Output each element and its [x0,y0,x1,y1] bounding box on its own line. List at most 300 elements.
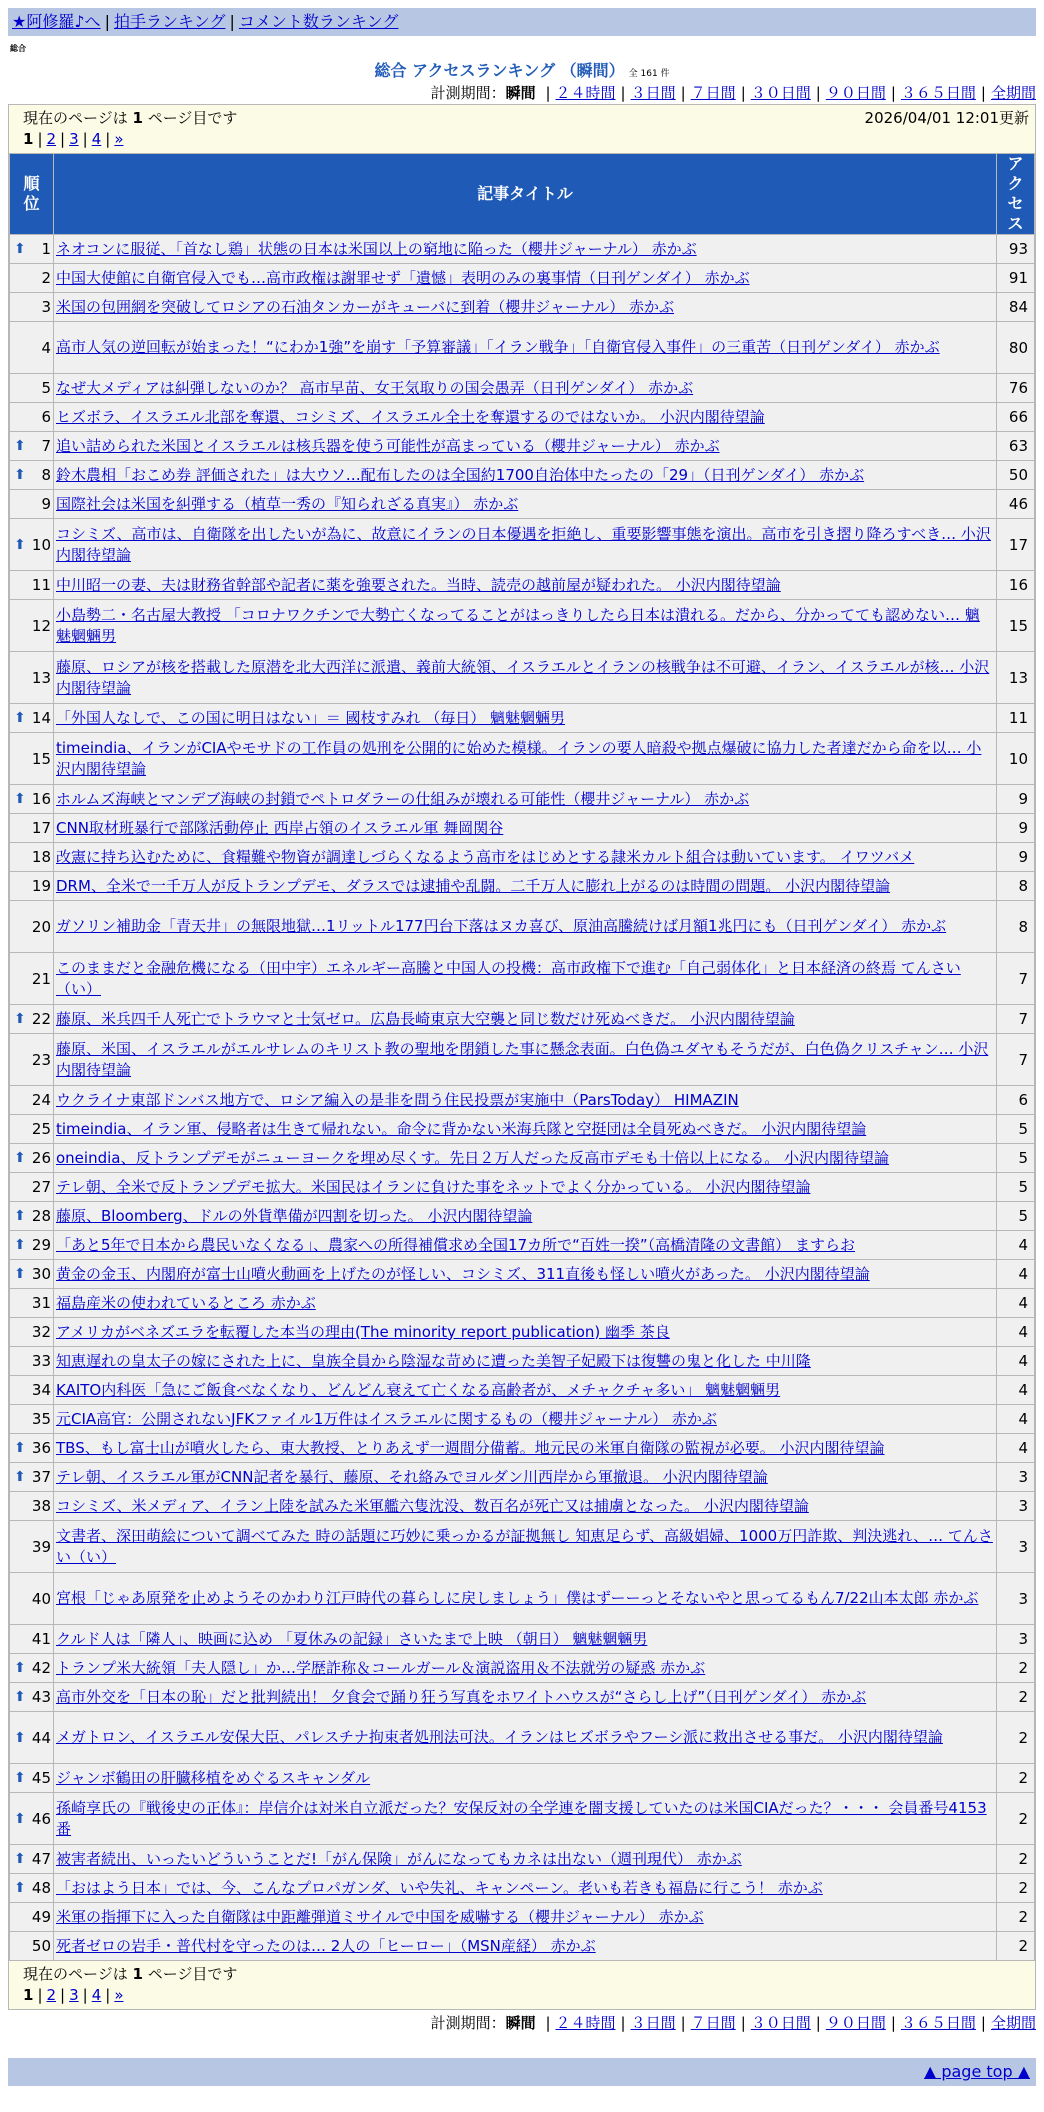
article-link[interactable]: 文書者、深田萌絵について調べてみた 時の話題に巧妙に乗っかるが証拠無し 知恵足らず、高級娼婦、1000万円詐欺、判決逃れ、… てんさい（い） [56,1526,993,1566]
top-nav-bar [8,8,1036,36]
rank-number: 35 [31,1410,51,1428]
access-count: 2 [997,1683,1035,1712]
page-status-num: 1 [132,1965,143,1983]
title-cell [54,1793,997,1845]
period-separator: | [980,2014,986,2032]
access-count: 5 [997,1202,1035,1231]
rank-number: 50 [31,1937,51,1955]
table-row [10,1521,1035,1573]
article-link[interactable]: 高市人気の逆回転が始まった！“にわか1強”を崩す「予算審議」「イラン戦争」「自衛官侵入事件」の三重苦（日刊ゲンダイ） 赤かぶ [56,338,940,356]
title-cell [54,432,997,461]
rank-number: 3 [41,298,51,316]
pager-page-link[interactable]: 3 [69,130,79,148]
title-cell [54,1376,997,1405]
rank-cell [10,1463,54,1492]
title-cell [54,785,997,814]
table-row [10,461,1035,490]
title-cell [54,571,997,600]
rank-cell [10,235,54,264]
rank-number: 22 [31,1010,51,1028]
pager-page-link[interactable]: 4 [91,1986,102,2004]
table-row [10,519,1035,571]
article-link[interactable]: このままだと金融危機になる（田中宇）エネルギー高騰と中国人の投機：高市政権下で進む「自己弱体化」と日本経済の終焉 てんさい（い） [56,958,961,998]
up-arrow-icon: ⬆ [14,1469,26,1485]
rank-number: 14 [31,709,51,727]
up-arrow-icon: ⬆ [14,1150,26,1166]
rank-number: 44 [31,1728,51,1747]
table-row [10,1463,1035,1492]
access-count: 4 [997,1260,1035,1289]
access-count: 7 [997,1005,1035,1034]
title-cell [54,1260,997,1289]
access-count: 3 [997,1573,1035,1625]
title-cell [54,1712,997,1764]
article-link[interactable]: 死者ゼロの岩手・普代村を守ったのは… 2人の「ヒーロー」（MSN産経） 赤かぶ [56,1936,596,1955]
table-row [10,814,1035,843]
table-row [10,432,1035,461]
table-row [10,652,1035,704]
table-row [10,1034,1035,1086]
rank-number: 38 [31,1497,51,1515]
rank-number: 41 [31,1630,51,1648]
up-arrow-icon: ⬆ [14,1266,26,1282]
period-separator: | [680,2014,686,2032]
home-link[interactable]: ★阿修羅♪へ [12,12,101,31]
access-count: 2 [997,1654,1035,1683]
article-link[interactable]: ホルムズ海峡とマンデブ海峡の封鎖でペトロダラーの仕組みが壊れる可能性（櫻井ジャーナル） 赤かぶ [56,789,750,808]
period-selector-bottom [8,2012,1036,2034]
page-status-text: 現在のページは [23,109,128,127]
title-cell [54,1034,997,1086]
title-cell [54,1932,997,1961]
page-status-text: ページ目です [147,109,238,127]
title-cell [54,1318,997,1347]
article-link[interactable]: 国際社会は米国を糾弾する（植草一秀の『知られざる真実』） 赤かぶ [56,494,519,513]
article-link[interactable]: 福島産米の使われているところ 赤かぶ [56,1293,316,1312]
rank-cell [10,571,54,600]
rank-number: 13 [31,668,51,687]
pager-current-page: 1 [23,1986,34,2004]
period-label: 計測期間： [430,2014,506,2032]
article-link[interactable]: 鈴木農相「おこめ券 評価された」は大ウソ…配布したのは全国約1700自治体中たったの「29」（日刊ゲンダイ） 赤かぶ [56,465,865,484]
table-row [10,1005,1035,1034]
article-link[interactable]: 藤原、米国、イスラエルがエルサレムのキリスト教の聖地を閉鎖した事に懸念表面。白色偽ユダヤもそうだが、白色偽クリスチャン… 小沢内閣待望論 [56,1039,989,1079]
article-link[interactable]: 「おはよう日本」では、今、こんなプロパガンダ、いや失礼、キャンペーン。老いも若きも福島に行こう！ 赤かぶ [56,1878,823,1897]
up-arrow-icon: ⬆ [14,536,26,553]
rank-number: 10 [31,535,51,554]
table-row [10,1347,1035,1376]
up-arrow-icon: ⬆ [14,241,26,257]
table-row [10,235,1035,264]
up-arrow-icon: ⬆ [14,1440,26,1456]
article-link[interactable]: メガトロン、イスラエル安保大臣、パレスチナ拘束者処刑法可決。イランはヒズボラやフーシ派に救出させる事だ。 小沢内閣待望論 [56,1728,943,1746]
up-arrow-icon: ⬆ [14,1729,26,1746]
rank-cell [10,461,54,490]
access-count: 2 [997,1845,1035,1874]
article-link[interactable]: アメリカがベネズエラを転覆した本当の理由(The minority report publication) 幽季 茶良 [56,1322,670,1341]
title-cell [54,1683,997,1712]
table-row [10,785,1035,814]
title-cell [54,1086,997,1115]
period-option-link[interactable]: ７日間 [690,2014,736,2032]
title-cell [54,1521,997,1573]
pager-separator: | [82,130,88,148]
access-count: 16 [997,571,1035,600]
period-separator: | [620,84,626,102]
pager-page-link[interactable]: 3 [69,1986,79,2004]
rank-cell [10,322,54,374]
rank-cell [10,652,54,704]
period-label: 計測期間： [430,84,506,102]
table-row [10,1318,1035,1347]
table-row [10,374,1035,403]
access-count: 4 [997,1289,1035,1318]
rank-cell [10,785,54,814]
period-separator: | [740,84,746,102]
page-info [9,105,1035,153]
pagination [23,130,1021,148]
article-link[interactable]: なぜ大メディアは糾弾しないのか？ 高市早苗、女王気取りの国会愚弄（日刊ゲンダイ） 赤かぶ [56,378,694,397]
article-link[interactable]: テレ朝、全米で反トランプデモ拡大。米国民はイランに負けた事をネットでよく分かっている。 小沢内閣待望論 [56,1177,811,1196]
update-timestamp: 2026/04/01 12:01更新 [864,109,1029,127]
rank-number: 25 [31,1120,51,1138]
rank-number: 20 [31,917,51,936]
rank-number: 18 [31,848,51,866]
period-option-link[interactable]: ２４時間 [555,2014,616,2032]
page-status-bottom [23,1963,1021,1984]
pagination-bottom [23,1986,1021,2004]
rank-number: 28 [31,1207,51,1225]
rank-cell [10,733,54,785]
up-arrow-icon: ⬆ [14,1208,26,1224]
pager-page-link[interactable]: 2 [46,130,57,148]
period-option-link[interactable]: ３６５日間 [900,84,976,102]
rank-number: 29 [31,1236,51,1254]
article-link[interactable]: timeindia、イラン軍、侵略者は生きて帰れない。命令に背かない米海兵隊と空挺団は全員死ぬべきだ。 小沢内閣待望論 [56,1119,867,1138]
article-link[interactable]: DRM、全米で一千万人が反トランプデモ、ダラスでは逮捕や乱闘。二千万人に膨れ上がるのは時間の問題。 小沢内閣待望論 [56,876,891,895]
title-cell [54,843,997,872]
table-row [10,1144,1035,1173]
rank-cell [10,1654,54,1683]
period-separator: | [680,84,686,102]
period-option-link[interactable]: ７日間 [690,84,736,102]
article-link[interactable]: 小島勢二・名古屋大教授 「コロナワクチンで大勢亡くなってることがはっきりしたら日本は潰れる。だから、分かってても認めない… 魑魅魍魎男 [56,605,980,645]
pager-separator: | [105,130,111,148]
title-cell [54,872,997,901]
rank-cell [10,1347,54,1376]
category-label: 総合 [10,44,26,53]
article-link[interactable]: 高市外交を「日本の恥」だと批判続出！ 夕食会で踊り狂う写真をホワイトハウスが“さらし上げ”（日刊ゲンダイ） 赤かぶ [56,1687,867,1706]
pager-separator: | [82,1986,88,2004]
up-arrow-icon: ⬆ [14,438,26,454]
title-cell [54,519,997,571]
article-link[interactable]: 中川昭一の妻、夫は財務省幹部や記者に薬を強要された。当時、読売の越前屋が疑われた。 小沢内閣待望論 [56,575,781,594]
page-status-text: 現在のページは [23,1965,128,1983]
access-count: 9 [997,814,1035,843]
title-cell [54,901,997,953]
rank-cell [10,1683,54,1712]
rank-number: 24 [31,1091,51,1109]
access-count: 3 [997,1463,1035,1492]
table-row [10,322,1035,374]
rank-number: 32 [31,1323,51,1341]
rank-number: 33 [31,1352,51,1370]
rank-cell [10,600,54,652]
period-separator: | [740,2014,746,2032]
article-link[interactable]: 藤原、米兵四千人死亡でトラウマと士気ゼロ。広島長崎東京大空襲と同じ数だけ死ぬべきだ。 小沢内閣待望論 [56,1009,795,1028]
rank-number: 43 [31,1688,51,1706]
pager-separator: | [37,1986,43,2004]
pager-page-link[interactable]: 2 [46,1986,57,2004]
access-count: 93 [997,235,1035,264]
table-row [10,1405,1035,1434]
access-count: 50 [997,461,1035,490]
article-link[interactable]: 藤原、Bloomberg、ドルの外貨準備が四割を切った。 小沢内閣待望論 [56,1206,533,1225]
access-count: 2 [997,1764,1035,1793]
rank-number: 19 [31,877,51,895]
rank-cell [10,293,54,322]
table-row [10,1202,1035,1231]
period-separator: | [545,2014,551,2032]
period-separator: | [620,2014,626,2032]
title-cell [54,1573,997,1625]
table-row [10,1115,1035,1144]
rank-number: 46 [31,1809,51,1828]
page-heading [8,60,1036,82]
article-link[interactable]: 知恵遅れの皇太子の嫁にされた上に、皇族全員から陰湿な苛めに遭った美智子妃殿下は復讐の鬼と化した 中川隆 [56,1351,811,1370]
rank-number: 15 [31,749,51,768]
title-cell [54,1231,997,1260]
title-cell [54,1173,997,1202]
article-link[interactable]: 元CIA高官：公開されないJFKファイル1万件はイスラエルに関するもの（櫻井ジャーナル） 赤かぶ [56,1409,717,1428]
article-link[interactable]: 宮根「じゃあ原発を止めようそのかわり江戸時代の暮らしに戻しましょう」僕はずーーっとそないやと思ってるもん7/22山本太郎 赤かぶ [56,1589,979,1607]
title-cell [54,814,997,843]
rank-cell [10,901,54,953]
up-arrow-icon: ⬆ [14,791,26,807]
period-option-link[interactable]: ９０日間 [825,2014,886,2032]
rank-cell [10,1405,54,1434]
up-arrow-icon: ⬆ [14,1011,26,1027]
table-row [10,600,1035,652]
article-link[interactable]: ネオコンに服従、「首なし鶏」状態の日本は米国以上の窮地に陥った（櫻井ジャーナル） 赤かぶ [56,239,697,258]
period-option-link[interactable]: ３６５日間 [900,2014,976,2032]
table-row [10,571,1035,600]
title-cell [54,652,997,704]
period-option-link[interactable]: ３日間 [630,84,676,102]
title-cell [54,1202,997,1231]
clap-ranking-link[interactable]: 拍手ランキング [113,12,226,31]
access-count: 4 [997,1231,1035,1260]
rank-number: 6 [41,408,51,426]
article-link[interactable]: 改憲に持ち込むために、食糧難や物資が調達しづらくなるよう高市をはじめとする隷米カルト組合は動いています。 イワツバメ [56,847,915,866]
article-link[interactable]: 「外国人なしで、この国に明日はない」＝ 國枝すみれ （毎日） 魑魅魍魎男 [56,708,566,727]
access-count: 7 [997,953,1035,1005]
title-cell [54,600,997,652]
period-option-link[interactable]: 全期間 [990,2014,1036,2032]
table-row [10,1376,1035,1405]
title-cell [54,1347,997,1376]
rank-number: 23 [31,1050,51,1069]
pager-page-link[interactable]: 4 [91,130,102,148]
rank-cell [10,872,54,901]
rank-number: 8 [41,466,51,484]
table-row [10,1793,1035,1845]
article-link[interactable]: 米国の包囲網を突破してロシアの石油タンカーがキューバに到着（櫻井ジャーナル） 赤かぶ [56,297,674,316]
rank-cell [10,1034,54,1086]
period-option-link[interactable]: ３日間 [630,2014,676,2032]
col-count-header: アクセス [997,154,1035,235]
article-link[interactable]: 「あと5年で日本から農民いなくなる」、農家への所得補償求め全国17カ所で“百姓一揆”（高橋清隆の文書館） ますらお [56,1235,855,1254]
rank-cell [10,490,54,519]
access-count: 2 [997,1932,1035,1961]
page-info-bottom [9,1961,1035,2009]
table-row [10,704,1035,733]
article-link[interactable]: KAITO内科医「急にご飯食べなくなり、どんどん衰えて亡くなる高齢者が、メチャクチャ多い」 魑魅魍魎男 [56,1380,781,1399]
period-option-link[interactable]: 全期間 [990,84,1036,102]
article-link[interactable]: トランプ米大統領「夫人隠し」か…学歴詐称＆コールガール＆演説盗用＆不法就労の疑惑 赤かぶ [56,1658,706,1677]
article-link[interactable]: 追い詰められた米国とイスラエルは核兵器を使う可能性が高まっている（櫻井ジャーナル） 赤かぶ [56,436,720,455]
title-cell [54,1144,997,1173]
article-link[interactable]: ヒズボラ、イスラエル北部を奪還、コシミズ、イスラエル全土を奪還するのではないか。 小沢内閣待望論 [56,407,765,426]
rank-cell [10,1521,54,1573]
rank-cell [10,519,54,571]
article-link[interactable]: 藤原、ロシアが核を搭載した原潜を北大西洋に派遣、義前大統領、イスラエルとイランの核戦争は不可避、イラン、イスラエルが核… 小沢内閣待望論 [56,657,990,697]
access-count: 2 [997,1712,1035,1764]
rank-number: 2 [41,269,51,287]
table-row [10,490,1035,519]
rank-number: 1 [41,240,51,258]
pager-next-link[interactable]: » [114,1986,124,2004]
up-arrow-icon: ⬆ [14,467,26,483]
access-count: 9 [997,843,1035,872]
title-cell [54,1903,997,1932]
table-row [10,843,1035,872]
pager-next-link[interactable]: » [114,130,124,148]
access-count: 17 [997,519,1035,571]
article-link[interactable]: 中国大使館に自衛官侵入でも…高市政権は謝罪せず「遺憾」表明のみの裏事情（日刊ゲンダイ） 赤かぶ [56,268,750,287]
rank-cell [10,843,54,872]
rank-cell [10,1764,54,1793]
period-separator: | [815,2014,821,2032]
article-link[interactable]: oneindia、反トランプデモがニューヨークを埋め尽くす。先日２万人だった反高市デモも十倍以上になる。 小沢内閣待望論 [56,1148,890,1167]
table-row [10,1434,1035,1463]
ranking-box [8,104,1036,2010]
rank-cell [10,1903,54,1932]
period-option-link[interactable]: ３０日間 [750,2014,811,2032]
access-count: 6 [997,1086,1035,1115]
article-link[interactable]: コシミズ、高市は、自衛隊を出したいが為に、故意にイランの日本優遇を拒絶し、重要影響事態を演出。高市を引き摺り降ろすべき… 小沢内閣待望論 [56,524,991,564]
access-count: 63 [997,432,1035,461]
table-row [10,1764,1035,1793]
table-row [10,1845,1035,1874]
page-status-num: 1 [132,109,143,127]
period-selector [8,82,1036,104]
article-link[interactable]: ウクライナ東部ドンバス地方で、ロシア編入の是非を問う住民投票が実施中（ParsToday） HIMAZIN [56,1090,739,1109]
article-link[interactable]: timeindia、イランがCIAやモサドの工作員の処刑を公開的に始めた模様。イランの要人暗殺や拠点爆破に協力した者達だから命を以… 小沢内閣待望論 [56,738,982,778]
period-option-link[interactable]: ３０日間 [750,84,811,102]
access-count: 46 [997,490,1035,519]
access-count: 3 [997,1492,1035,1521]
article-link[interactable]: ジャンボ鶴田の肝臓移植をめぐるスキャンダル [56,1768,371,1787]
total-count: 全 161 件 [628,69,670,79]
table-row [10,1903,1035,1932]
article-link[interactable]: クルド人は「隣人」、映画に込め 「夏休みの記録」さいたまで上映 （朝日） 魑魅魍魎男 [56,1629,648,1648]
table-row [10,293,1035,322]
title-cell [54,1434,997,1463]
access-count: 84 [997,293,1035,322]
up-arrow-icon: ⬆ [14,1660,26,1676]
period-option-link[interactable]: ９０日間 [825,84,886,102]
title-cell [54,733,997,785]
rank-cell [10,1376,54,1405]
access-count: 2 [997,1874,1035,1903]
table-row [10,1712,1035,1764]
bottom-bar [8,2058,1036,2086]
period-option-link[interactable]: ２４時間 [555,84,616,102]
article-link[interactable]: 米軍の指揮下に入った自衛隊は中距離弾道ミサイルで中国を威嚇する（櫻井ジャーナル） 赤かぶ [56,1907,704,1926]
rank-number: 47 [31,1850,51,1868]
access-count: 2 [997,1903,1035,1932]
access-count: 4 [997,1405,1035,1434]
rank-number: 31 [31,1294,51,1312]
rank-cell [10,1845,54,1874]
col-title-header: 記事タイトル [54,154,997,235]
up-arrow-icon: ⬆ [14,1810,26,1827]
title-cell [54,1625,997,1654]
table-header-row [10,154,1035,235]
access-count: 2 [997,1793,1035,1845]
up-arrow-icon: ⬆ [14,1770,26,1786]
table-row [10,1231,1035,1260]
rank-cell [10,814,54,843]
title-cell [54,461,997,490]
rank-cell [10,1793,54,1845]
table-row [10,403,1035,432]
pager-separator: | [60,1986,66,2004]
period-current: 瞬間 [505,84,536,102]
article-link[interactable]: 被害者続出、いったいどういうことだ!「がん保険」がんになってもカネは出ない（週刊現代） 赤かぶ [56,1849,742,1868]
article-link[interactable]: 黄金の金玉、内閣府が富士山噴火動画を上げたのが怪しい、コシミズ、311直後も怪しい噴火があった。 小沢内閣待望論 [56,1264,870,1283]
comment-ranking-link[interactable]: コメント数ランキング [238,12,399,31]
article-link[interactable]: ガソリン補助金「青天井」の無限地獄…1リットル177円台下落はヌカ喜び、原油高騰続けば月額1兆円にも（日刊ゲンダイ） 赤かぶ [56,917,947,935]
title-cell [54,490,997,519]
rank-cell [10,403,54,432]
rank-cell [10,432,54,461]
table-row [10,264,1035,293]
article-link[interactable]: テレ朝、イスラエル軍がCNN記者を暴行、藤原、それ絡みでヨルダン川西岸から軍撤退。 小沢内閣待望論 [56,1467,768,1486]
rank-number: 9 [41,495,51,513]
rank-number: 7 [41,437,51,455]
pager-separator: | [60,130,66,148]
page-top-link[interactable]: ▲ page top ▲ [923,2062,1030,2081]
table-row [10,1683,1035,1712]
rank-cell [10,374,54,403]
rank-number: 37 [31,1468,51,1486]
title-cell [54,264,997,293]
article-link[interactable]: コシミズ、米メディア、イラン上陸を試みた米軍艦六隻沈没、数百名が死亡又は捕虜となった。 小沢内閣待望論 [56,1496,809,1515]
rank-cell [10,1573,54,1625]
article-link[interactable]: 孫崎享氏の『戦後史の正体』：岸信介は対米自立派だった？安保反対の全学連を闇支援していたのは米国CIAだった？・・・ 会員番号4153番 [56,1798,987,1838]
rank-cell [10,1260,54,1289]
rank-cell [10,1173,54,1202]
access-count: 4 [997,1318,1035,1347]
title-cell [54,235,997,264]
article-link[interactable]: TBS、もし富士山が噴火したら、東大教授、とりあえず一週間分備蓄。地元民の米軍自衛隊の監視が必要。 小沢内閣待望論 [56,1438,885,1457]
rank-cell [10,1144,54,1173]
article-link[interactable]: CNN取材班暴行で部隊活動停止 西岸占領のイスラエル軍 舞岡関谷 [56,818,504,837]
access-count: 4 [997,1376,1035,1405]
title-cell [54,953,997,1005]
